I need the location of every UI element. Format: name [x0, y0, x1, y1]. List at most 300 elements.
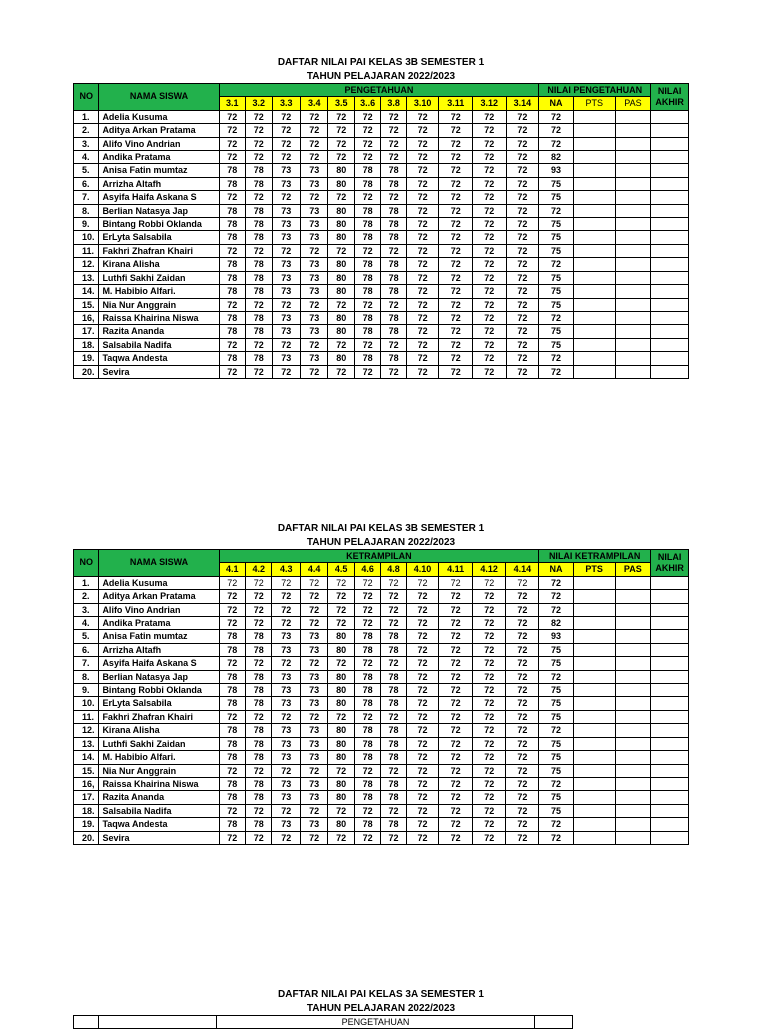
- cell-score: 73: [272, 670, 301, 683]
- cell-score: 78: [219, 630, 245, 643]
- table-row: [74, 311, 689, 324]
- cell-pas: [615, 352, 651, 365]
- cell-na: 72: [539, 311, 574, 324]
- grade-table-pengetahuan: [73, 83, 689, 379]
- cell-score: 72: [272, 710, 301, 723]
- cell-pts: [573, 325, 615, 338]
- cell-score: 73: [301, 271, 328, 284]
- cell-score: 78: [381, 818, 406, 831]
- table-row: [74, 258, 689, 271]
- cell-score: 72: [506, 777, 539, 790]
- cell-score: 72: [439, 298, 473, 311]
- cell-score: 72: [506, 231, 539, 244]
- header-nilai-group: NILAI KETRAMPILAN: [539, 550, 651, 563]
- cell-no: 14.: [74, 285, 99, 298]
- cell-pts: [573, 365, 615, 378]
- cell-no: 14.: [74, 751, 99, 764]
- col-header-0: 4.1: [219, 563, 245, 576]
- cell-score: 72: [472, 617, 506, 630]
- cell-pts: [573, 617, 615, 630]
- table-row: [74, 244, 689, 257]
- cell-score: 78: [381, 258, 406, 271]
- cell-score: 78: [219, 751, 245, 764]
- cell-score: 72: [472, 804, 506, 817]
- cell-score: 78: [219, 643, 245, 656]
- cell-pts: [573, 164, 615, 177]
- cell-score: 72: [506, 630, 539, 643]
- grade-section-2: [73, 522, 689, 845]
- col-header-2: 4.3: [272, 563, 301, 576]
- cell-pas: [615, 325, 651, 338]
- cell-no: 16,: [74, 777, 99, 790]
- cell-na: 93: [539, 164, 574, 177]
- cell-score: 73: [301, 164, 328, 177]
- cell-score: 72: [439, 271, 473, 284]
- cell-score: 72: [439, 657, 473, 670]
- cell-score: 72: [381, 603, 406, 616]
- cell-pas: [615, 670, 651, 683]
- section-subtitle: TAHUN PELAJARAN 2022/2023: [306, 1002, 456, 1014]
- cell-score: 72: [354, 603, 380, 616]
- cell-score: 78: [246, 791, 272, 804]
- cell-no: 18.: [74, 804, 99, 817]
- col-header-6: 4.8: [381, 563, 406, 576]
- cell-score: 78: [381, 352, 406, 365]
- cell-score: 72: [472, 630, 506, 643]
- cell-score: 73: [272, 164, 301, 177]
- cell-no: 15.: [74, 764, 99, 777]
- cell-score: 72: [506, 244, 539, 257]
- cell-score: 72: [381, 831, 406, 844]
- cell-score: 72: [406, 777, 439, 790]
- header-nilai-group: NILAI PENGETAHUAN: [539, 84, 651, 97]
- col-header-9: 4.12: [472, 563, 506, 576]
- cell-score: 73: [272, 325, 301, 338]
- cell-score: 80: [328, 218, 354, 231]
- table-row: [74, 271, 689, 284]
- cell-score: 73: [301, 218, 328, 231]
- cell-na: 75: [539, 657, 574, 670]
- cell-nilai-akhir: [651, 352, 689, 365]
- col-header-4: 3.5: [328, 97, 354, 110]
- cell-pas: [615, 218, 651, 231]
- cell-score: 72: [406, 244, 439, 257]
- cell-na: 75: [539, 737, 574, 750]
- cell-score: 73: [300, 724, 327, 737]
- cell-name: Razita Ananda: [99, 325, 219, 338]
- col-header-pas: PAS: [615, 563, 651, 576]
- table-row: [74, 603, 689, 616]
- cell-score: 72: [473, 244, 507, 257]
- cell-score: 72: [381, 764, 406, 777]
- table-row: [74, 710, 689, 723]
- cell-score: 72: [328, 191, 354, 204]
- cell-score: 72: [439, 818, 473, 831]
- cell-na: 72: [539, 365, 574, 378]
- cell-score: 72: [272, 110, 301, 123]
- cell-score: 72: [439, 365, 473, 378]
- cell-na: 72: [539, 576, 574, 589]
- cell-pas: [615, 124, 651, 137]
- cell-score: 72: [506, 285, 539, 298]
- cell-score: 72: [219, 244, 245, 257]
- cell-score: 78: [246, 271, 272, 284]
- section-title: DAFTAR NILAI PAI KELAS 3B SEMESTER 1: [277, 523, 485, 534]
- cell-score: 73: [301, 311, 328, 324]
- cell-score: 73: [300, 737, 327, 750]
- cell-score: 72: [381, 191, 406, 204]
- cell-score: 72: [246, 137, 272, 150]
- table-row: [74, 777, 689, 790]
- cell-score: 72: [473, 325, 507, 338]
- cell-score: 72: [328, 137, 354, 150]
- cell-score: 72: [272, 576, 301, 589]
- cell-na: 72: [539, 137, 574, 150]
- cell-score: 72: [473, 285, 507, 298]
- cell-nilai-akhir: [651, 777, 689, 790]
- cell-pts: [573, 724, 615, 737]
- cell-score: 78: [354, 218, 380, 231]
- cell-name: Berlian Natasya Jap: [99, 204, 219, 217]
- cell-score: 72: [506, 204, 539, 217]
- cell-name: Luthfi Sakhi Zaidan: [99, 271, 219, 284]
- cell-pas: [615, 576, 651, 589]
- cell-score: 78: [381, 737, 406, 750]
- cell-na: 72: [539, 590, 574, 603]
- cell-score: 72: [472, 576, 506, 589]
- cell-score: 72: [354, 110, 380, 123]
- cell-score: 72: [472, 710, 506, 723]
- cell-score: 72: [406, 338, 439, 351]
- cell-score: 72: [354, 617, 380, 630]
- cell-pas: [615, 710, 651, 723]
- header-nama-siswa: NAMA SISWA: [99, 84, 219, 111]
- section-subtitle: TAHUN PELAJARAN 2022/2023: [306, 70, 456, 82]
- cell-score: 80: [328, 791, 354, 804]
- cell-score: 72: [472, 777, 506, 790]
- cell-score: 72: [439, 630, 473, 643]
- cell-score: 72: [219, 151, 245, 164]
- cell-score: 78: [354, 285, 380, 298]
- table-row: [74, 804, 689, 817]
- cell-no: 10.: [74, 697, 99, 710]
- cell-score: 72: [473, 365, 507, 378]
- cell-pts: [573, 670, 615, 683]
- cell-score: 80: [328, 311, 354, 324]
- cell-score: 78: [381, 670, 406, 683]
- cell-no: 10.: [74, 231, 99, 244]
- cell-score: 78: [381, 177, 406, 190]
- cell-score: 72: [439, 710, 473, 723]
- cell-score: 80: [328, 818, 354, 831]
- cell-score: 72: [354, 191, 380, 204]
- cell-nilai-akhir: [651, 643, 689, 656]
- table-row: [74, 352, 689, 365]
- cell-score: 78: [381, 164, 406, 177]
- cell-pts: [573, 177, 615, 190]
- cell-score: 72: [246, 191, 272, 204]
- cell-name: Alifo Vino Andrian: [99, 603, 219, 616]
- cell-nilai-akhir: [651, 258, 689, 271]
- section-title: DAFTAR NILAI PAI KELAS 3A SEMESTER 1: [278, 989, 484, 1000]
- cell-score: 72: [506, 137, 539, 150]
- cell-score: 72: [328, 764, 354, 777]
- cell-name: Fakhri Zhafran Khairi: [99, 710, 219, 723]
- cell-na: 72: [539, 818, 574, 831]
- table-row: [74, 617, 689, 630]
- cell-score: 72: [439, 352, 473, 365]
- cell-pas: [615, 271, 651, 284]
- col-header-2: 3.3: [272, 97, 301, 110]
- cell-score: 72: [300, 710, 327, 723]
- cell-na: 72: [539, 670, 574, 683]
- cell-score: 78: [381, 791, 406, 804]
- cell-nilai-akhir: [651, 137, 689, 150]
- cell-no: 13.: [74, 271, 99, 284]
- cell-score: 78: [354, 352, 380, 365]
- cell-no: 3.: [74, 137, 99, 150]
- cell-pts: [573, 643, 615, 656]
- cell-nilai-akhir: [651, 177, 689, 190]
- cell-nilai-akhir: [651, 325, 689, 338]
- cell-score: 78: [381, 218, 406, 231]
- cell-score: 73: [300, 751, 327, 764]
- cell-no: 20.: [74, 831, 99, 844]
- cell-score: 78: [354, 670, 380, 683]
- cell-pas: [615, 590, 651, 603]
- cell-score: 72: [439, 777, 473, 790]
- cell-score: 72: [272, 603, 301, 616]
- cell-score: 73: [272, 777, 301, 790]
- cell-score: 73: [272, 630, 301, 643]
- cell-score: 72: [472, 818, 506, 831]
- cell-score: 78: [354, 311, 380, 324]
- cell-score: 73: [301, 258, 328, 271]
- cell-score: 80: [328, 258, 354, 271]
- cell-score: 72: [219, 590, 245, 603]
- cell-score: 73: [300, 630, 327, 643]
- cell-score: 78: [246, 630, 272, 643]
- cell-score: 72: [219, 603, 245, 616]
- cell-score: 78: [246, 751, 272, 764]
- cell-score: 72: [300, 657, 327, 670]
- cell-score: 72: [246, 338, 272, 351]
- cell-score: 72: [406, 657, 439, 670]
- cell-pas: [615, 684, 651, 697]
- cell-pas: [615, 643, 651, 656]
- col-header-pas: PAS: [615, 97, 651, 110]
- cell-no: 12.: [74, 724, 99, 737]
- cell-score: 78: [354, 737, 380, 750]
- table-row: [74, 338, 689, 351]
- cell-pas: [615, 137, 651, 150]
- cell-score: 72: [506, 576, 539, 589]
- cell-pas: [615, 365, 651, 378]
- cell-score: 72: [406, 164, 439, 177]
- cell-pts: [573, 777, 615, 790]
- grade-table-partial: [73, 1015, 690, 1029]
- cell-name: M. Habibio Alfari.: [99, 285, 219, 298]
- cell-score: 72: [506, 697, 539, 710]
- cell-score: 72: [406, 151, 439, 164]
- cell-score: 78: [219, 311, 245, 324]
- cell-nilai-akhir: [651, 590, 689, 603]
- col-header-na: NA: [539, 563, 574, 576]
- table-row: [74, 737, 689, 750]
- cell-score: 72: [473, 231, 507, 244]
- cell-pts: [573, 818, 615, 831]
- cell-no: 6.: [74, 643, 99, 656]
- cell-score: 72: [328, 244, 354, 257]
- cell-score: 72: [328, 365, 354, 378]
- cell-score: 72: [301, 110, 328, 123]
- cell-score: 78: [219, 737, 245, 750]
- cell-nilai-akhir: [651, 191, 689, 204]
- cell-score: 72: [246, 831, 272, 844]
- cell-score: 72: [381, 804, 406, 817]
- cell-score: 78: [246, 325, 272, 338]
- cell-na: 75: [539, 298, 574, 311]
- cell-score: 73: [301, 204, 328, 217]
- cell-score: 72: [473, 191, 507, 204]
- cell-score: 72: [328, 603, 354, 616]
- cell-no: 8.: [74, 204, 99, 217]
- cell-nilai-akhir: [651, 338, 689, 351]
- cell-score: 78: [246, 684, 272, 697]
- cell-na: 75: [539, 191, 574, 204]
- cell-score: 72: [439, 218, 473, 231]
- cell-score: 72: [354, 657, 380, 670]
- cell-score: 78: [354, 271, 380, 284]
- cell-nilai-akhir: [651, 231, 689, 244]
- cell-score: 72: [473, 151, 507, 164]
- cell-score: 73: [301, 325, 328, 338]
- col-header-6: 3.8: [381, 97, 406, 110]
- cell-score: 78: [219, 231, 245, 244]
- cell-score: 72: [328, 710, 354, 723]
- cell-score: 72: [506, 724, 539, 737]
- cell-score: 72: [473, 298, 507, 311]
- header-group: PENGETAHUAN: [217, 1016, 535, 1029]
- col-header-8: 4.11: [439, 563, 473, 576]
- cell-score: 72: [439, 338, 473, 351]
- cell-name: Adelia Kusuma: [99, 110, 219, 123]
- cell-score: 73: [300, 818, 327, 831]
- table-row: [74, 204, 689, 217]
- table-row: [74, 191, 689, 204]
- cell-name: Luthfi Sakhi Zaidan: [99, 737, 219, 750]
- cell-score: 72: [506, 791, 539, 804]
- cell-score: 72: [506, 643, 539, 656]
- cell-score: 72: [406, 831, 439, 844]
- cell-score: 72: [406, 710, 439, 723]
- cell-score: 72: [301, 191, 328, 204]
- cell-score: 72: [354, 298, 380, 311]
- cell-score: 73: [272, 258, 301, 271]
- table-row: [74, 285, 689, 298]
- cell-score: 72: [439, 164, 473, 177]
- cell-score: 78: [354, 751, 380, 764]
- cell-score: 72: [406, 271, 439, 284]
- cell-pas: [615, 191, 651, 204]
- cell-name: Raissa Khairina Niswa: [99, 311, 219, 324]
- cell-score: 73: [272, 643, 301, 656]
- cell-na: 75: [539, 764, 574, 777]
- cell-score: 72: [381, 124, 406, 137]
- cell-score: 72: [473, 164, 507, 177]
- cell-score: 72: [300, 590, 327, 603]
- cell-score: 72: [473, 338, 507, 351]
- cell-score: 72: [300, 576, 327, 589]
- cell-score: 73: [301, 352, 328, 365]
- cell-score: 78: [354, 643, 380, 656]
- cell-na: 82: [539, 617, 574, 630]
- cell-score: 72: [246, 151, 272, 164]
- cell-score: 72: [381, 110, 406, 123]
- table-row: [74, 670, 689, 683]
- cell-score: 80: [328, 231, 354, 244]
- cell-score: 73: [272, 311, 301, 324]
- cell-pts: [573, 151, 615, 164]
- cell-score: 72: [272, 338, 301, 351]
- cell-score: 72: [406, 724, 439, 737]
- cell-score: 72: [272, 151, 301, 164]
- cell-nilai-akhir: [651, 110, 689, 123]
- cell-na: 72: [539, 124, 574, 137]
- cell-score: 72: [272, 191, 301, 204]
- cell-na: 72: [539, 352, 574, 365]
- cell-score: 72: [506, 804, 539, 817]
- cell-score: 72: [301, 298, 328, 311]
- cell-score: 78: [381, 311, 406, 324]
- cell-score: 72: [506, 670, 539, 683]
- cell-score: 73: [272, 751, 301, 764]
- cell-pas: [615, 791, 651, 804]
- cell-score: 78: [246, 737, 272, 750]
- cell-pas: [615, 630, 651, 643]
- cell-score: 72: [406, 365, 439, 378]
- cell-pts: [573, 191, 615, 204]
- cell-name: Bintang Robbi Oklanda: [99, 218, 219, 231]
- cell-name: Berlian Natasya Jap: [99, 670, 219, 683]
- cell-no: 2.: [74, 590, 99, 603]
- cell-score: 72: [472, 670, 506, 683]
- cell-pts: [573, 231, 615, 244]
- header-no: NO: [74, 84, 99, 111]
- cell-name: Salsabila Nadifa: [99, 804, 219, 817]
- cell-score: 72: [439, 617, 473, 630]
- cell-name: Asyifa Haifa Askana S: [99, 191, 219, 204]
- cell-na: 75: [539, 177, 574, 190]
- cell-pas: [615, 751, 651, 764]
- cell-pas: [615, 110, 651, 123]
- cell-score: 72: [406, 670, 439, 683]
- cell-score: 72: [328, 804, 354, 817]
- cell-score: 72: [246, 590, 272, 603]
- cell-pas: [615, 204, 651, 217]
- table-row: [74, 231, 689, 244]
- cell-score: 78: [354, 724, 380, 737]
- cell-score: 72: [439, 670, 473, 683]
- cell-score: 72: [473, 352, 507, 365]
- cell-score: 72: [381, 137, 406, 150]
- cell-score: 72: [473, 258, 507, 271]
- cell-score: 72: [472, 684, 506, 697]
- cell-score: 72: [328, 151, 354, 164]
- cell-score: 78: [219, 218, 245, 231]
- cell-score: 72: [506, 365, 539, 378]
- cell-score: 72: [439, 724, 473, 737]
